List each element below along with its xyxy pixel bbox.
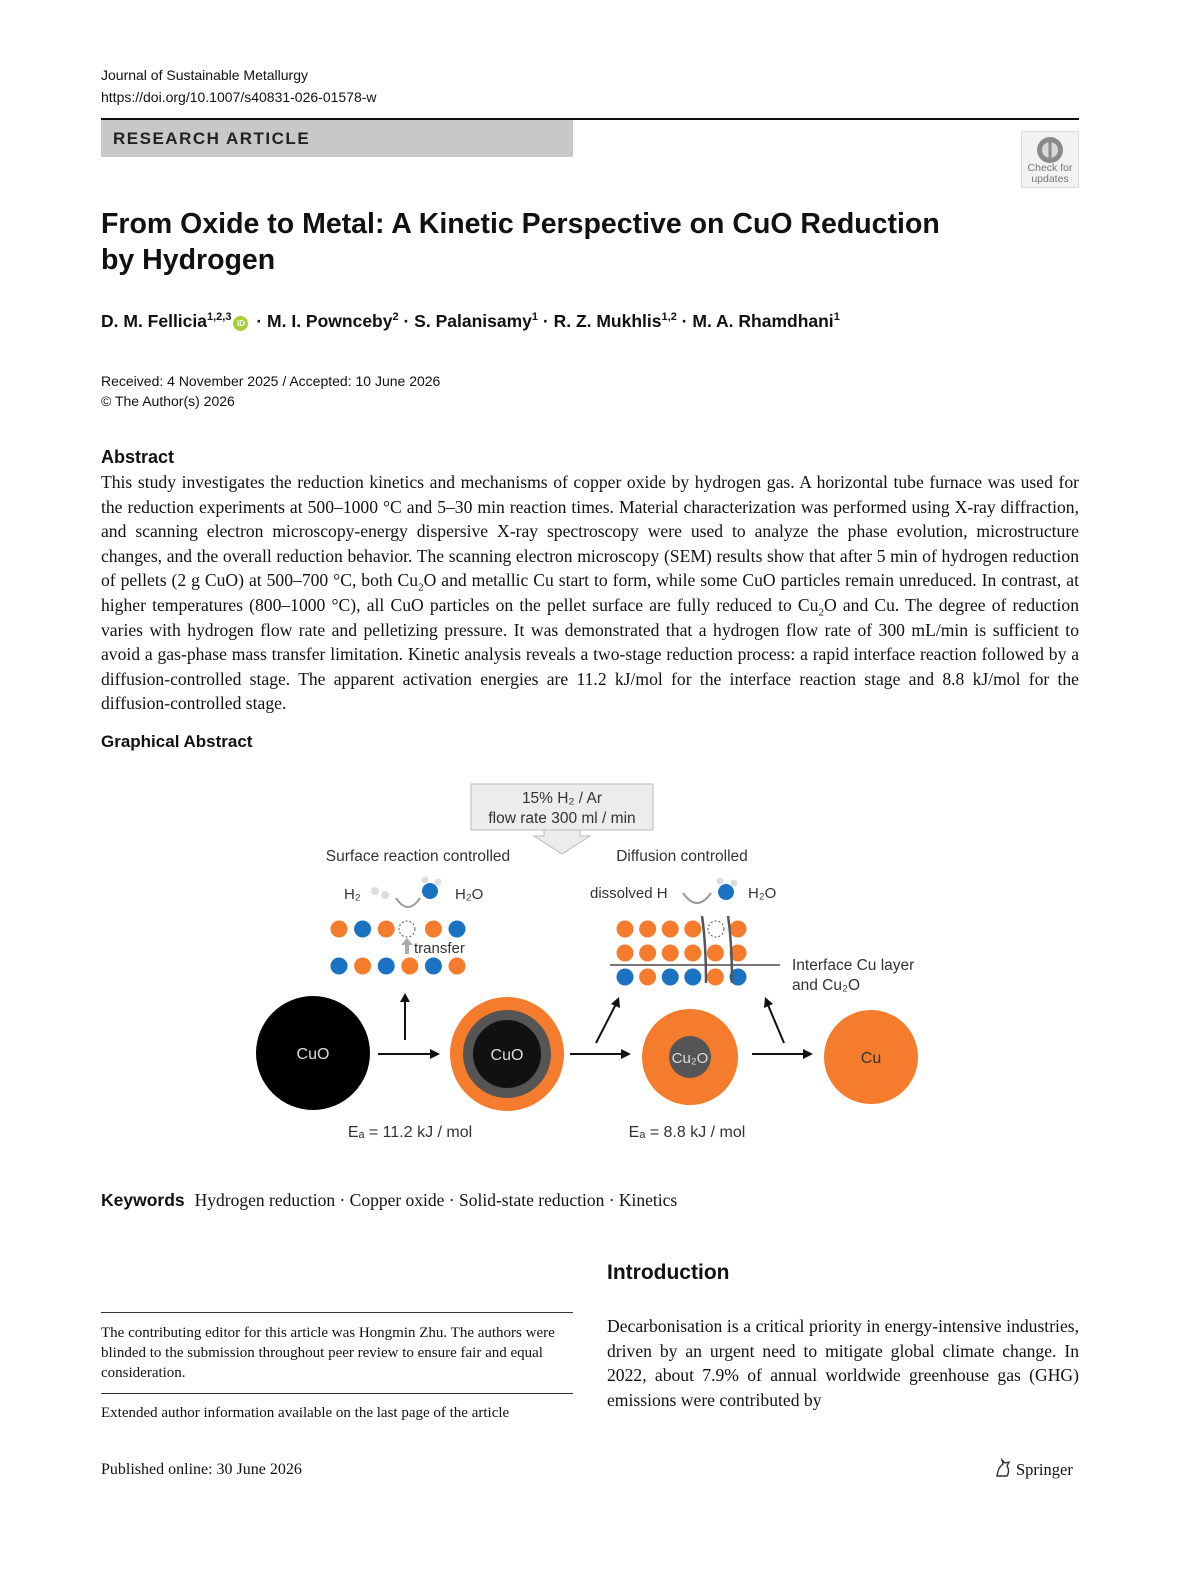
article-type-label: RESEARCH ARTICLE: [113, 129, 311, 148]
received-accepted-dates: Received: 4 November 2025 / Accepted: 10 June 2026: [101, 373, 441, 389]
activation-energy-2: Eₐ = 8.8 kJ / mol: [628, 1124, 746, 1141]
extended-author-note: Extended author information available on the last page of the article: [101, 1405, 510, 1421]
author-name[interactable]: R. Z. Mukhlis: [553, 311, 662, 331]
up-arrow: [768, 1005, 784, 1043]
copper-atom: [707, 969, 724, 986]
up-arrow: [596, 1004, 616, 1043]
process-arrow-head: [430, 1049, 440, 1059]
keywords-list: Hydrogen reduction · Copper oxide · Solid-state reduction · Kinetics: [194, 1190, 678, 1210]
copyright-notice: © The Author(s) 2026: [101, 393, 235, 409]
interface-label-line1: Interface Cu layer: [792, 957, 915, 974]
vacancy: [399, 921, 415, 937]
introduction-text: Decarbonisation is a critical priority in energy-intensive industries, driven by an urgent need to mitigate global climate change. In 2022, about 7.9% of annual worldwide greenhouse gas (GHG) emissions were contributed by: [607, 1316, 1079, 1410]
author-affiliation: 1,2: [661, 311, 677, 324]
h2-label: H₂: [344, 886, 361, 903]
h-atom: [435, 879, 442, 886]
h-atom: [371, 887, 379, 895]
abstract-part: O and metallic Cu start to form, while some CuO particles remain unreduced. In contrast, at higher temperatures (800–1000 °C), all CuO particles on the pellet surface are fully reduced to Cu: [101, 570, 1079, 615]
orcid-icon[interactable]: iD: [233, 316, 248, 331]
transfer-arrow-head: [401, 938, 413, 945]
copper-atom: [449, 958, 466, 975]
h-atom: [731, 880, 738, 887]
copper-atom: [662, 945, 679, 962]
copper-atom: [684, 921, 701, 938]
reaction-arc: [683, 893, 711, 903]
doi-link[interactable]: https://doi.org/10.1007/s40831-026-01578-w: [101, 89, 377, 105]
author-affiliation: 1: [531, 311, 539, 324]
publisher-logo[interactable]: [994, 1458, 1073, 1480]
gas-arrow-icon: [534, 830, 590, 854]
oxygen-atom: [425, 958, 442, 975]
h2o-label: H₂O: [455, 886, 484, 903]
copper-atom: [707, 945, 724, 962]
h-atom: [381, 891, 389, 899]
interface-label-line2: and Cu₂O: [792, 977, 861, 994]
copper-atom: [662, 921, 679, 938]
copper-atom: [378, 921, 395, 938]
check-updates-icon: [1035, 135, 1065, 165]
surface-reaction-title: Surface reaction controlled: [325, 848, 511, 865]
copper-atom: [639, 945, 656, 962]
reaction-arc: [396, 898, 420, 907]
copper-atom: [425, 921, 442, 938]
article-title: From Oxide to Metal: A Kinetic Perspective on CuO Reduction by Hydrogen: [101, 208, 940, 276]
gas-box-line2: flow rate 300 ml / min: [488, 810, 636, 827]
copper-atom: [617, 945, 634, 962]
copper-atom: [331, 921, 348, 938]
check-updates-label: Check for updates: [1027, 162, 1073, 185]
oxygen-atom: [354, 921, 371, 938]
author-name[interactable]: D. M. Fellicia: [101, 311, 207, 331]
publisher-name: Springer: [1016, 1460, 1073, 1479]
abstract-heading: Abstract: [101, 447, 175, 467]
author-affiliation: 2: [392, 311, 399, 324]
gas-box-line1: 15% H₂ / Ar: [521, 790, 603, 807]
springer-horse-icon: [994, 1458, 1012, 1478]
sphere2-label: CuO: [490, 1047, 524, 1064]
abstract-part: This study investigates the reduction kinetics and mechanisms of copper oxide by hydrogen gas. A horizontal tube furnace was used for the reduction experiments at 500–1000 °C and 5–30 min reaction times. Material characterization was performed using X-ray diffraction, and scanning electron microscopy-energy dispersive X-ray spectroscopy were used to analyze the phase evolution, microstructure changes, and the overall reduction behavior. The scanning electron microscopy (SEM) results show that after 5 min of hydrogen reduction of pellets (2 g CuO) at 500–700 °C, both Cu: [101, 472, 1079, 591]
copper-atom: [639, 921, 656, 938]
footnote-rule: [101, 1393, 573, 1394]
introduction-heading: Introduction: [607, 1261, 730, 1284]
author-name[interactable]: M. I. Pownceby: [267, 311, 393, 331]
copper-atom: [401, 958, 418, 975]
lattice-right: [617, 921, 747, 986]
vacancy: [708, 921, 724, 937]
author-name[interactable]: M. A. Rhamdhani: [692, 311, 834, 331]
sphere1-label: CuO: [296, 1046, 330, 1063]
abstract-part: O and Cu. The degree of reduction varies with hydrogen flow rate and pelletizing pressure. It was demonstrated that a hydrogen flow rate of 300 mL/min is sufficient to avoid a gas-phase mass transfer limitation. Kinetic analysis reveals a two-stage reduction process: a rapid interface reaction followed by a diffusion-controlled stage. The apparent activation energies are 11.2 kJ/mol for the interface reaction stage and 8.8 kJ/mol for the diffusion-controlled stage.: [101, 594, 1079, 714]
keywords-heading: Keywords: [101, 1190, 185, 1210]
keywords: [101, 1190, 677, 1211]
sphere3-label: Cu₂O: [671, 1050, 709, 1067]
article-dates: [101, 371, 440, 411]
journal-name: Journal of Sustainable Metallurgy: [101, 67, 309, 83]
check-for-updates-badge[interactable]: [1021, 131, 1079, 188]
h2o-label: H₂O: [748, 885, 777, 902]
copper-atom: [354, 958, 371, 975]
h-atom: [422, 877, 429, 884]
diffusion-path: [702, 916, 706, 983]
published-date: Published online: 30 June 2026: [101, 1461, 302, 1478]
transfer-label: transfer: [414, 940, 465, 957]
copper-atom: [639, 969, 656, 986]
journal-header: [101, 64, 377, 108]
up-arrow-head: [400, 993, 410, 1002]
dissolved-h-label: dissolved H: [590, 885, 668, 902]
graphical-abstract-figure: [250, 778, 940, 1148]
author-affiliation: 1,2,3: [207, 311, 232, 324]
abstract-text: [101, 470, 1079, 716]
graphical-abstract-heading: Graphical Abstract: [101, 732, 253, 751]
footnote-rule: [101, 1312, 573, 1313]
author-list: D. M. Fellicia$^{1,2,3}$iD · M. I. Pownceby$^2$ · S. Palanisamy$^1$ · R. Z. Mukhlis$^{1,2}$ · M. A. Rhamdhani$^1$: [101, 311, 840, 331]
editor-footnote: The contributing editor for this article was Hongmin Zhu. The authors were blinded to the submission throughout peer review to ensure fair and equal consideration.: [101, 1325, 555, 1381]
oxygen-atom: [662, 969, 679, 986]
oxygen-atom: [684, 969, 701, 986]
oxygen-atom: [449, 921, 466, 938]
diffusion-controlled-title: Diffusion controlled: [616, 848, 748, 865]
process-arrow-head: [621, 1049, 631, 1059]
h2o-molecule: [718, 884, 734, 900]
copper-atom: [730, 921, 747, 938]
oxygen-atom: [617, 969, 634, 986]
oxygen-atom: [331, 958, 348, 975]
h2o-molecule: [422, 883, 438, 899]
copper-atom: [684, 945, 701, 962]
h-atom: [717, 878, 724, 885]
process-arrow-head: [803, 1049, 813, 1059]
activation-energy-1: Eₐ = 11.2 kJ / mol: [347, 1124, 473, 1141]
oxygen-atom: [378, 958, 395, 975]
subscript: 2: [418, 581, 424, 594]
sphere4-label: Cu: [860, 1050, 882, 1067]
article-type-bar: [101, 120, 573, 157]
subscript: 2: [818, 606, 824, 619]
copper-atom: [617, 921, 634, 938]
author-name[interactable]: S. Palanisamy: [414, 311, 532, 331]
author-affiliation: 1: [833, 311, 840, 324]
